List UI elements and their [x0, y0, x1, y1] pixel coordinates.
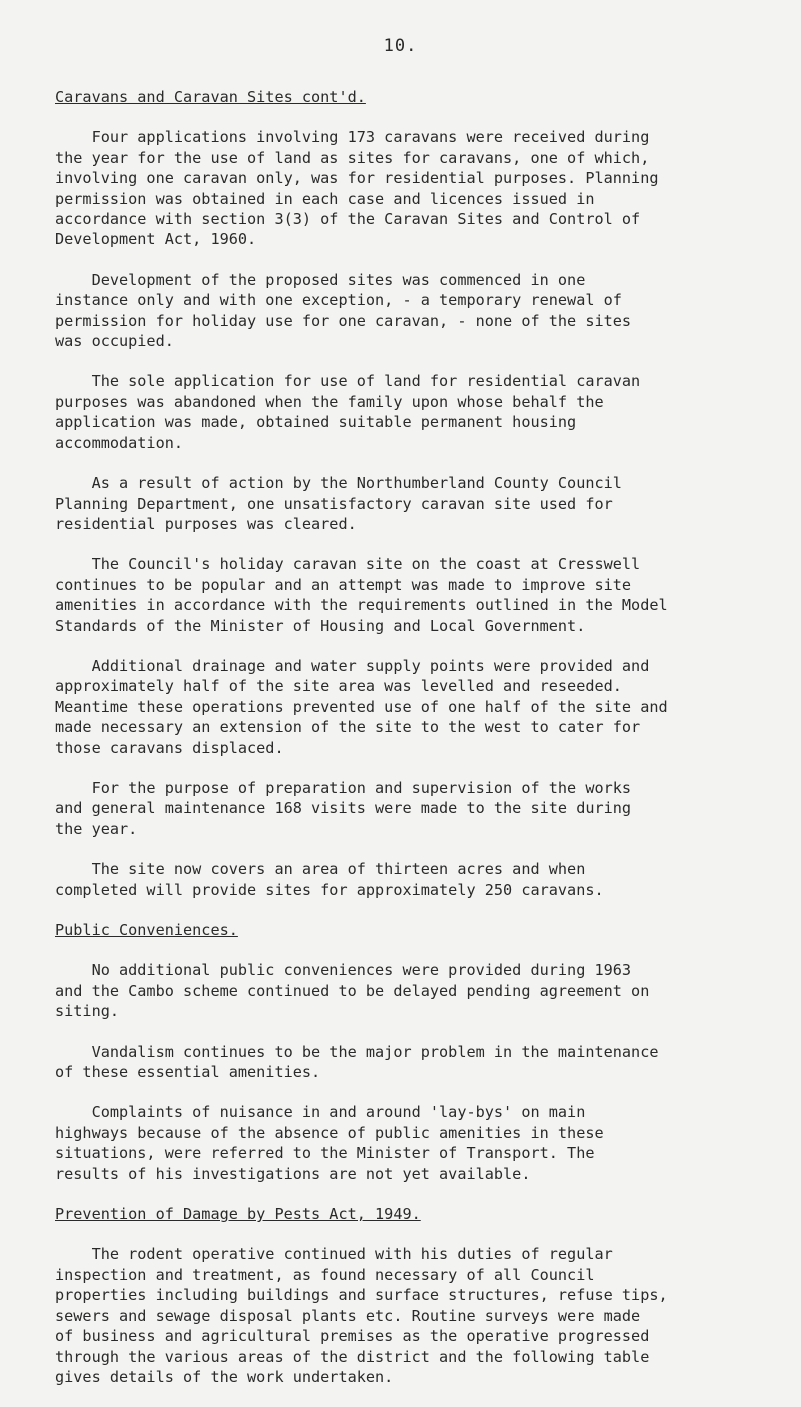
paragraph	[55, 960, 785, 1021]
section-heading: Public Conveniences.	[55, 921, 238, 939]
text-line: Four applications involving 173 caravans were received during	[55, 128, 650, 147]
text-line: siting.	[55, 1002, 120, 1021]
text-line: sewers and sewage disposal plants etc. Routine surveys were made	[55, 1306, 641, 1325]
text-line: involving one caravan only, was for residential purposes. Planning	[55, 169, 659, 188]
paragraph	[55, 473, 785, 534]
paragraph	[55, 1102, 785, 1184]
page-number: 10.	[383, 36, 418, 56]
paragraph	[55, 859, 785, 900]
text-line: properties including buildings and surface structures, refuse tips,	[55, 1286, 668, 1305]
text-line: the year for the use of land as sites for caravans, one of which,	[55, 148, 650, 167]
paragraph	[55, 270, 785, 352]
text-line: approximately half of the site area was levelled and reseeded.	[55, 677, 622, 696]
text-line: continues to be popular and an attempt was made to improve site	[55, 575, 632, 594]
text-line: purposes was abandoned when the family upon whose behalf the	[55, 392, 604, 411]
paragraph	[55, 127, 785, 249]
text-line: and general maintenance 168 visits were made to the site during	[55, 799, 632, 818]
text-line: Planning Department, one unsatisfactory caravan site used for	[55, 494, 613, 513]
text-line: of these essential amenities.	[55, 1063, 321, 1082]
text-line: Complaints of nuisance in and around 'lay-bys' on main	[55, 1103, 586, 1122]
text-line: As a result of action by the Northumberland County Council	[55, 474, 622, 493]
text-line: through the various areas of the district and the following table	[55, 1347, 650, 1366]
text-line: situations, were referred to the Minister of Transport. The	[55, 1144, 595, 1163]
text-line: The sole application for use of land for residential caravan	[55, 372, 641, 391]
text-line: The Council's holiday caravan site on the coast at Cresswell	[55, 555, 641, 574]
text-line: made necessary an extension of the site to the west to cater for	[55, 718, 641, 737]
text-line: inspection and treatment, as found necessary of all Council	[55, 1265, 595, 1284]
text-line: the year.	[55, 819, 138, 838]
text-line: The rodent operative continued with his duties of regular	[55, 1245, 613, 1264]
text-line: and the Cambo scheme continued to be delayed pending agreement on	[55, 981, 650, 1000]
text-line: Development Act, 1960.	[55, 230, 257, 249]
text-line: For the purpose of preparation and supervision of the works	[55, 778, 632, 797]
text-line: application was made, obtained suitable permanent housing	[55, 413, 577, 432]
text-line: amenities in accordance with the requirements outlined in the Model	[55, 596, 668, 615]
text-line: was occupied.	[55, 332, 174, 351]
text-line: of business and agricultural premises as the operative progressed	[55, 1327, 650, 1346]
section-heading: Prevention of Damage by Pests Act, 1949.	[55, 1205, 421, 1224]
text-line: accommodation.	[55, 433, 184, 452]
text-line: The site now covers an area of thirteen acres and when	[55, 860, 586, 879]
text-line: Meantime these operations prevented use of one half of the site and	[55, 697, 668, 716]
document-body	[55, 87, 785, 1407]
paragraph	[55, 1042, 785, 1083]
text-line: Development of the proposed sites was commenced in one	[55, 270, 586, 289]
paragraph	[55, 778, 785, 839]
text-line: results of his investigations are not yet available.	[55, 1164, 531, 1183]
text-line: Standards of the Minister of Housing and Local Government.	[55, 616, 586, 635]
text-line: residential purposes was cleared.	[55, 514, 357, 533]
text-line: Vandalism continues to be the major problem in the maintenance	[55, 1042, 659, 1061]
section-heading: Caravans and Caravan Sites cont'd.	[55, 88, 366, 106]
text-line: No additional public conveniences were provided during 1963	[55, 961, 632, 980]
text-line: completed will provide sites for approximately 250 caravans.	[55, 880, 604, 899]
text-line: Additional drainage and water supply points were provided and	[55, 656, 650, 675]
text-line: permission was obtained in each case and licences issued in	[55, 189, 595, 208]
text-line: gives details of the work undertaken.	[55, 1367, 394, 1386]
paragraph	[55, 554, 785, 636]
text-line: instance only and with one exception, - a temporary renewal of	[55, 291, 622, 310]
paragraph	[55, 371, 785, 453]
text-line: highways because of the absence of public amenities in these	[55, 1123, 604, 1142]
paragraph	[55, 1244, 785, 1387]
text-line: those caravans displaced.	[55, 738, 284, 757]
paragraph	[55, 656, 785, 758]
text-line: permission for holiday use for one caravan, - none of the sites	[55, 311, 632, 330]
text-line: accordance with section 3(3) of the Caravan Sites and Control of	[55, 210, 641, 229]
